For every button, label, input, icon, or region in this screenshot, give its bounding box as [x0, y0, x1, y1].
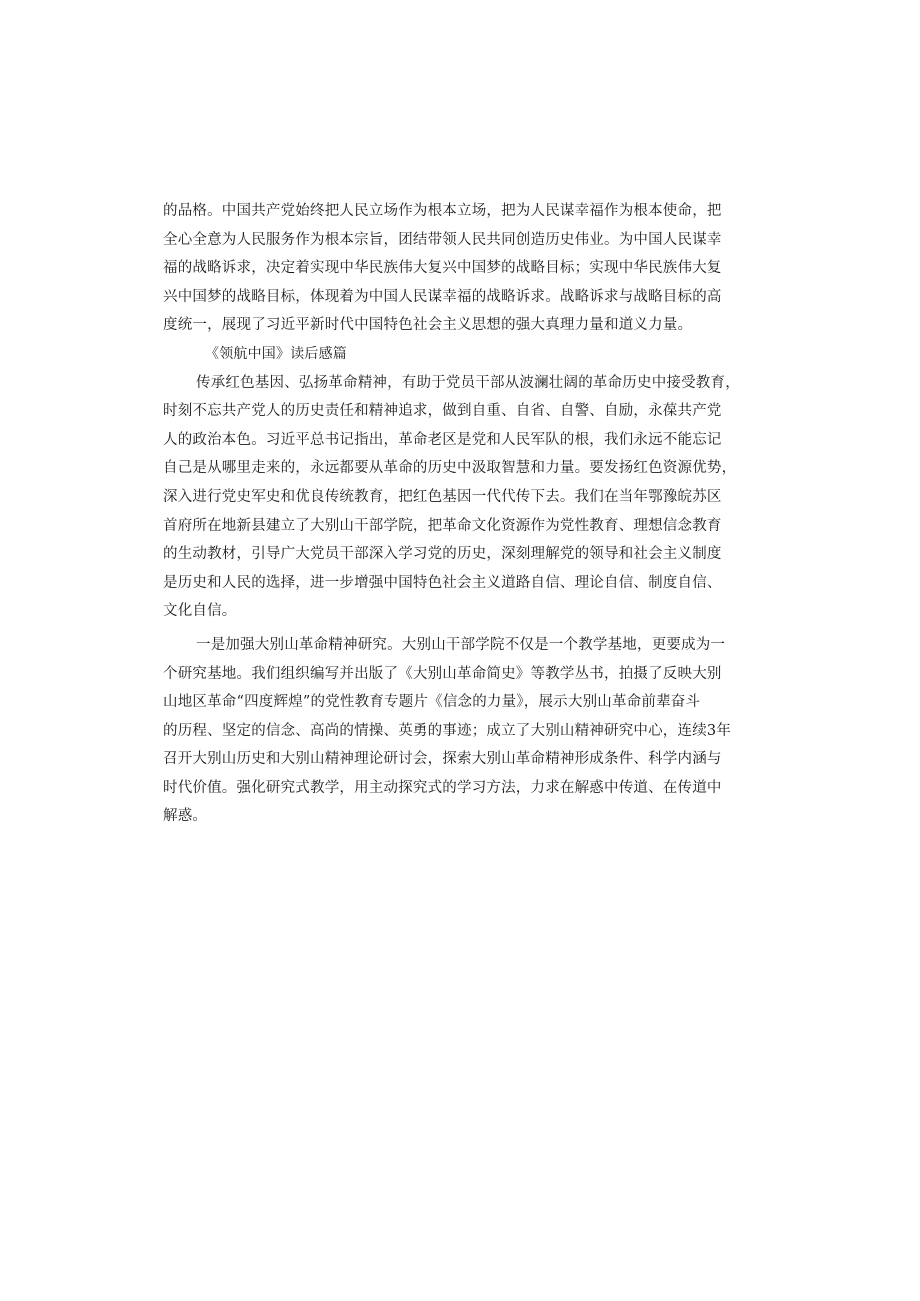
document-body	[163, 197, 763, 831]
text-line: 山地区革命“四度辉煌”的党性教育专题片《信念的力量》，展示大别山革命前辈奋斗	[163, 694, 701, 711]
text-line: 人的政治本色。习近平总书记指出，革命老区是党和人民军队的根，我们永远不能忘记	[163, 431, 722, 448]
section-title: 《领航中国》读后感篇	[205, 345, 347, 362]
text-line: 的历程、坚定的信念、高尚的情操、英勇的事迹；成立了大别山精神研究中心，连续3年	[163, 722, 732, 739]
text-line: 解惑。	[163, 808, 208, 825]
text-line: 自己是从哪里走来的，永远都要从革命的历史中汲取智慧和力量。要发扬红色资源优势，	[163, 460, 737, 477]
text-line: 一是加强大别山革命精神研究。大别山干部学院不仅是一个教学基地，更要成为一	[196, 636, 726, 653]
paragraph-3	[163, 631, 763, 831]
text-line: 时刻不忘共产党人的历史责任和精神追求，做到自重、自省、自警、自励，永葆共产党	[163, 403, 722, 420]
text-line: 召开大别山历史和大别山精神理论研讨会，探索大别山革命精神形成条件、科学内涵与	[163, 751, 722, 768]
text-line: 首府所在地新县建立了大别山干部学院，把革命文化资源作为党性教育、理想信念教育	[163, 517, 722, 534]
text-line: 兴中国梦的战略目标，体现着为中国人民谋幸福的战略诉求。战略诉求与战略目标的高	[163, 288, 722, 305]
text-line: 福的战略诉求，决定着实现中华民族伟大复兴中国梦的战略目标；实现中华民族伟大复	[163, 260, 722, 277]
text-line: 度统一，展现了习近平新时代中国特色社会主义思想的强大真理力量和道义力量。	[163, 317, 693, 334]
paragraph-2	[163, 369, 763, 626]
text-line: 是历史和人民的选择，进一步增强中国特色社会主义道路自信、理论自信、制度自信、	[163, 574, 722, 591]
text-line: 的生动教材，引导广大党员干部深入学习党的历史，深刻理解党的领导和社会主义制度	[163, 546, 722, 563]
text-line: 的品格。中国共产党始终把人民立场作为根本立场，把为人民谋幸福作为根本使命，把	[163, 203, 722, 219]
text-line: 文化自信。	[163, 603, 237, 620]
text-line: 传承红色基因、弘扬革命精神，有助于党员干部从波澜壮阔的革命历史中接受教育，	[196, 374, 740, 391]
text-line: 深入进行党史军史和优良传统教育，把红色基因一代代传下去。我们在当年鄂豫皖苏区	[163, 488, 722, 505]
text-line: 个研究基地。我们组织编写并出版了《大别山革命简史》等教学丛书，拍摄了反映大别	[163, 665, 722, 682]
text-line: 时代价值。强化研究式教学，用主动探究式的学习方法，力求在解惑中传道、在传道中	[163, 779, 722, 796]
text-line: 全心全意为人民服务作为根本宗旨，团结带领人民共同创造历史伟业。为中国人民谋幸	[163, 231, 722, 248]
paragraph-1	[163, 197, 763, 340]
